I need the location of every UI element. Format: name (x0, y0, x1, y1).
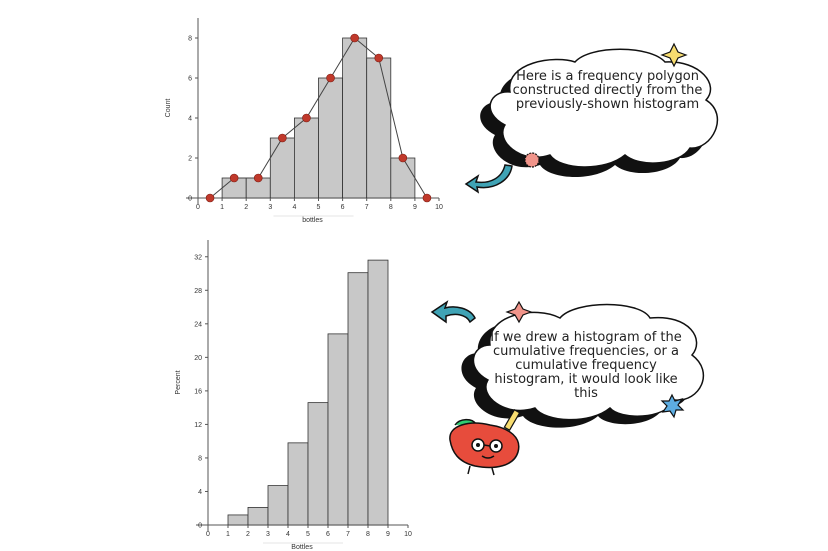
x-tick-label: 6 (340, 204, 345, 211)
y-tick-label: 32 (194, 254, 202, 262)
y-tick-label: 8 (198, 455, 202, 463)
y-tick-label: 4 (198, 488, 202, 496)
bubble-bottom-text: If we drew a histogram of the cumulative frequencies, or a cumulative frequency histogram, it would look like this (490, 330, 682, 402)
polygon-point (254, 174, 262, 182)
x-axis-label: bottles (302, 217, 323, 224)
y-axis-label: Percent (175, 370, 182, 395)
arrow-left-icon (432, 302, 475, 322)
y-tick-label: 28 (194, 287, 202, 295)
histogram-bar (288, 443, 308, 525)
x-tick-label: 8 (388, 204, 393, 211)
histogram-bar (391, 158, 415, 198)
y-tick-label: 0 (188, 195, 192, 203)
histogram-bar (319, 78, 343, 198)
histogram-bar (268, 486, 288, 525)
x-tick-label: 8 (366, 531, 370, 538)
histogram-bar (368, 260, 388, 525)
sparkle-star-icon (525, 153, 539, 167)
polygon-point (327, 74, 335, 82)
x-tick-label: 0 (206, 531, 210, 538)
polygon-point (230, 174, 238, 182)
x-tick-label: 6 (326, 531, 330, 538)
x-tick-label: 5 (306, 531, 310, 538)
histogram-bar (328, 334, 348, 525)
bubble-top-text: Here is a frequency polygon constructed directly from the previously-shown histogram (512, 69, 703, 113)
histogram-bar (308, 403, 328, 525)
y-tick-label: 0 (198, 522, 202, 530)
strawberry-mascot-icon (450, 410, 520, 475)
x-tick-label: 3 (266, 531, 270, 538)
polygon-point (302, 114, 310, 122)
x-tick-label: 2 (244, 204, 249, 211)
x-tick-label: 3 (268, 204, 273, 211)
y-tick-label: 4 (188, 115, 192, 123)
histogram-bar (367, 58, 391, 198)
polygon-point (278, 134, 286, 142)
cumulative-histogram-chart (170, 232, 430, 551)
polygon-point (375, 54, 383, 62)
x-tick-label: 7 (364, 204, 369, 211)
polygon-point (423, 194, 431, 202)
y-tick-label: 12 (194, 421, 202, 429)
x-tick-label: 2 (246, 531, 250, 538)
y-tick-label: 16 (194, 388, 202, 396)
histogram-bar (248, 507, 268, 525)
y-tick-label: 8 (188, 35, 192, 43)
arrow-left-icon (466, 165, 512, 192)
y-axis-label: Count (165, 98, 172, 118)
y-tick-label: 2 (188, 155, 192, 163)
x-tick-label: 0 (196, 204, 200, 211)
y-tick-label: 24 (194, 321, 202, 329)
x-tick-label: 5 (316, 204, 321, 211)
polygon-point (351, 34, 359, 42)
histogram-bar (270, 138, 294, 198)
x-tick-label: 7 (346, 531, 350, 538)
polygon-point (399, 154, 407, 162)
x-tick-label: 4 (286, 531, 290, 538)
x-tick-label: 10 (404, 531, 412, 538)
polygon-point (206, 194, 214, 202)
histogram-bar (228, 515, 248, 525)
x-tick-label: 10 (435, 204, 443, 211)
x-axis-label: Bottles (291, 544, 313, 551)
histogram-bar (348, 273, 368, 525)
histogram-bar (294, 118, 318, 198)
x-tick-label: 9 (412, 204, 417, 211)
y-tick-label: 20 (194, 354, 202, 362)
y-tick-label: 6 (188, 75, 192, 83)
histogram-bar (343, 38, 367, 198)
x-tick-label: 4 (292, 204, 297, 211)
x-tick-label: 1 (220, 204, 225, 211)
frequency-polygon-chart (150, 8, 450, 228)
x-tick-label: 9 (386, 531, 390, 538)
x-tick-label: 1 (226, 531, 230, 538)
